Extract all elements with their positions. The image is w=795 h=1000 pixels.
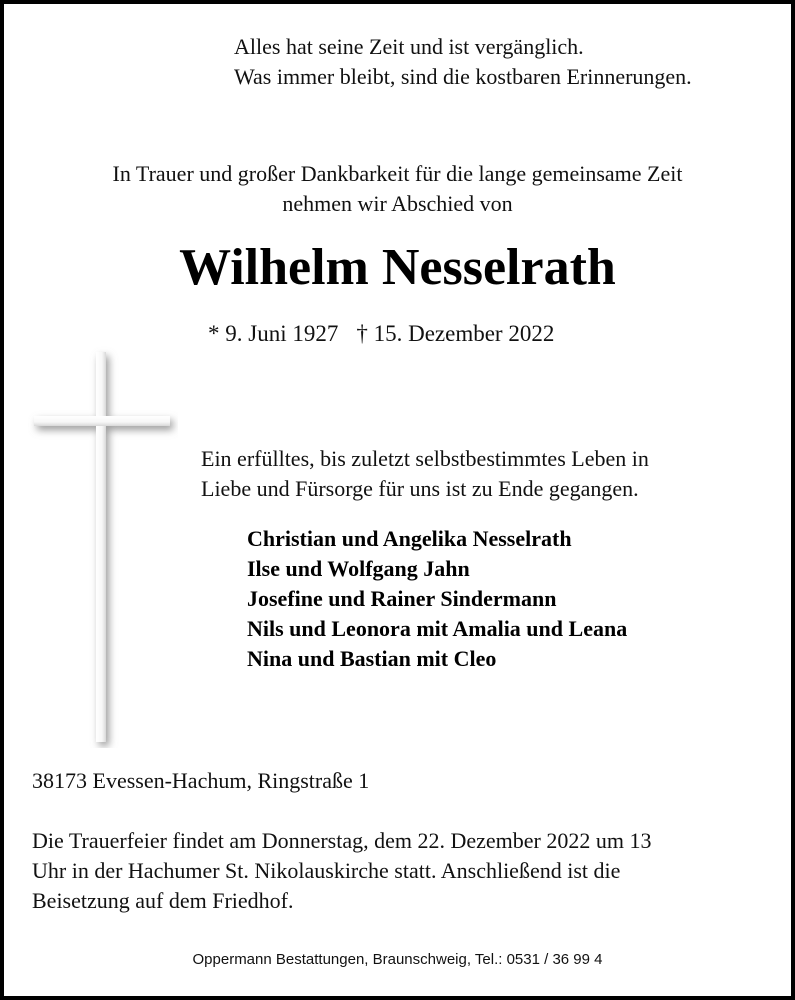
mourner-name: Nina und Bastian mit Cleo [247,646,497,671]
mourner-name: Josefine und Rainer Sindermann [247,586,557,611]
undertaker-contact: Oppermann Bestattungen, Braunschweig, Tel.: 0531 / 36 99 4 [192,951,603,968]
funeral-line-2: Uhr in der Hachumer St. Nikolauskirche statt. Anschließend ist die [32,858,621,883]
birth-date: * 9. Juni 1927 [208,321,339,346]
motto-line-1: Alles hat seine Zeit und ist vergänglich. [234,34,584,59]
mourner-name: Christian und Angelika Nesselrath [247,526,572,551]
cross-icon [28,346,178,748]
tribute-line-1: Ein erfülltes, bis zuletzt selbstbestimmtes Leben in [201,446,649,471]
mourner-name: Nils und Leonora mit Amalia und Leana [247,616,628,641]
funeral-line-3: Beisetzung auf dem Friedhof. [32,888,294,913]
death-date: † 15. Dezember 2022 [356,321,555,346]
intro-line-1: In Trauer und großer Dankbarkeit für die lange gemeinsame Zeit [112,161,683,186]
deceased-name: Wilhelm Nesselrath [179,239,616,296]
motto-line-2: Was immer bleibt, sind die kostbaren Erinnerungen. [234,64,692,89]
life-dates [208,318,554,350]
funeral-line-1: Die Trauerfeier findet am Donnerstag, dem 22. Dezember 2022 um 13 [32,828,652,853]
intro-line-2: nehmen wir Abschied von [282,191,513,216]
address: 38173 Evessen-Hachum, Ringstraße 1 [32,768,370,793]
mourner-name: Ilse und Wolfgang Jahn [247,556,470,581]
tribute-line-2: Liebe und Fürsorge für uns ist zu Ende gegangen. [201,476,639,501]
